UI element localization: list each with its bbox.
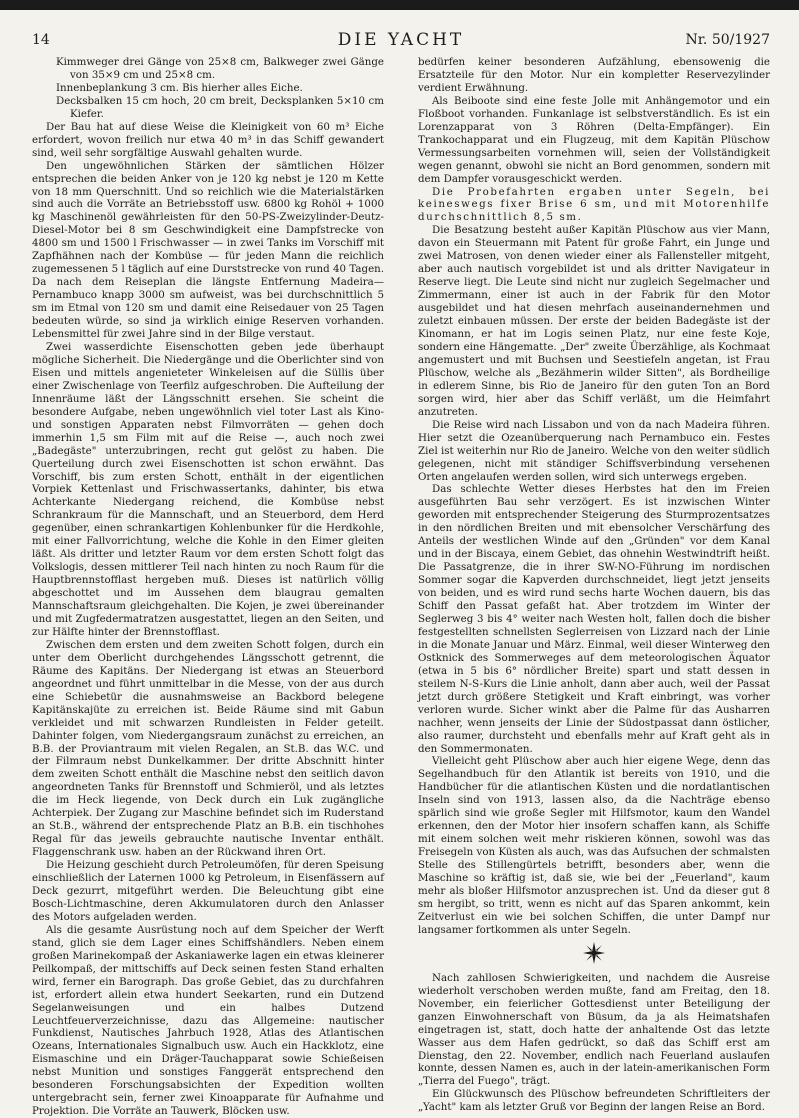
paragraph: Ein Glückwunsch des Plüschow befreundeten Schriftleiters der „Yacht" kam als letzter Gruß vor Beginn der langen Reise an Bord. (418, 1088, 770, 1114)
section-ornament (418, 941, 770, 969)
left-column (32, 56, 384, 1118)
magazine-title: DIE YACHT (337, 30, 465, 50)
paragraph: bedürfen keiner besonderen Aufzählung, ebensowenig die Ersatzteile für den Motor. Nur ein kompletter Reservezylinder verdient Erwähnung. (418, 56, 770, 94)
right-column (418, 56, 770, 1114)
paragraph: Das schlechte Wetter dieses Herbstes hat den im Freien ausgeführten Bau sehr verzögert. Es ist inzwischen Winter geworden mit entsprechender Steigerung des Sturmprozentsatzes in den nördlichen Breiten und mit ebensolcher Verschärfung des Anteils der westlichen Winde auf den „Gründen" vor dem Kanal und in der Biscaya, einem Gebiet, das ohnehin Westwindtrift heißt. Die Passatgrenze, die in ihrer SW-NO-Führung im nordischen Sommer sogar die Kapverden durchschneidet, liegt jetzt jenseits von beiden, und es wird rund sechs harte Wochen dauern, bis das Schiff den Passat gefaßt hat. Aber trotzdem im Winter der Seglerweg 3 bis 4° weiter nach Westen holt, fallen doch die bisher festgestellten schnellsten Seglerreisen von Lizzard nach der Linie in die Monate Januar und März. Einmal, weil dieser Winterweg den Ostknick des Sommerweges auf dem meteorologischen Äquator (etwa in 5 bis 6° nördlicher Breite) spart und statt dessen in steilem N-S-Kurs die Linie anholt, dann aber auch, weil der Passat jetzt durch größere Stetigkeit und Kraft einbringt, was vorher verloren wurde. Sicher winkt aber die Palme für das Ausharren nachher, wenn jenseits der Linie der Südostpassat dann östlicher, also raumer, durchsteht und ebenfalls mehr auf Kraft geht als in den Sommermonaten. (418, 483, 770, 755)
paragraph: Nach zahllosen Schwierigkeiten, und nachdem die Ausreise wiederholt verschoben werden mußte, fand am Freitag, den 18. November, ein feierlicher Gottesdienst unter Beteiligung der ganzen Einwohnerschaft von Büsum, da ja als Heimatshafen eingetragen ist, statt, doch hatte der anhaltende Ost das letzte Wasser aus dem Hafen gedrückt, so daß das Schiff erst am Dienstag, den 22. November, endlich nach Feuerland auslaufen konnte, dessen Namen es, auch in der latein-amerikanischen Form „Tierra del Fuego", trägt. (418, 971, 770, 1088)
paragraph: Vielleicht geht Plüschow aber auch hier eigene Wege, denn das Segelhandbuch für den Atlantik ist bereits von 1910, und die Handbücher für die atlantischen Küsten und die nordatlantischen Inseln sind von 1913, lassen also, da die Nachträge ebenso spärlich sind wie große Segler mit Hilfsmotor, kaum den Wandel erkennen, den der Motor hier insofern schaffen kann, als Schiffe mit einem solchen weit mehr riskieren können, sowohl was das Freisegeln von Küsten als auch, was das Aufsuchen der schmalsten Stelle des Stillengürtels betrifft, besonders aber, wenn die Maschine so kräftig ist, daß sie, wie bei der „Feuerland", kaum mehr als bloßer Hilfsmotor anzusprechen ist. Und da dieser gut 8 sm hergibt, so tritt, wenn es nicht auf das Sparen ankommt, kein Zeitverlust ein wie bei solchen Schiffen, die unter Dampf nur langsamer fortkommen als unter Segeln. (418, 755, 770, 936)
paragraph: Zwischen dem ersten und dem zweiten Schott folgen, durch ein unter dem Oberlicht durchgehendes Längsschott getrennt, die Räume des Kapitäns. Der Niedergang ist etwas an Steuerbord angeordnet und führt unmittelbar in die Messe, von der aus durch eine Schiebetür die ausnahmsweise an Backbord belegene Kapitänskajüte zu erreichen ist. Beide Räume sind mit Gabun verkleidet und mit schwarzen Rundleisten in Felder geteilt. Dahinter folgen, vom Niedergangsraum zunächst zu erreichen, an B.B. der Proviantraum mit vielen Regalen, an St.B. das W.C. und der Filmraum nebst Dunkelkammer. Der dritte Abschnitt hinter dem zweiten Schott enthält die Maschine nebst den seitlich davon angeordneten Tanks für Brennstoff und Schmieröl, und als letztes die im Heck liegende, von Deck durch ein Luk zugängliche Achterpiek. Der Zugang zur Maschine befindet sich im Ruderstand an St.B., während der entsprechende Platz an B.B. ein tischhohes Regal für das jeweils gebrauchte nautische Inventar enthält. Flaggenschrank usw. haben an der Rückwand ihren Ort. (32, 638, 384, 859)
paragraph: Die Besatzung besteht außer Kapitän Plüschow aus vier Mann, davon ein Steuermann mit Patent für große Fahrt, ein Junge und zwei Matrosen, von denen wieder einer als Fallensteller mitgeht, aber auch nautisch vorgebildet ist und als dritter Navigateur in Reserve liegt. Die Leute sind nicht nur zugleich Segelmacher und Zimmermann, einer ist auch in der Fabrik für den Motor ausgebildet und hat diesen mehrfach auseinandernehmen und zuletzt einbauen müssen. Der erste der beiden Badegäste ist der Kinomann, er hat im Logis seinen Platz, nur eine feste Koje, sondern eine Hängematte. „Der" zweite Überzählige, als Kochmaat angemustert und mit Buchsen und Seestiefeln angetan, ist Frau Plüschow, welche als „Bezähmerin wilder Sitten", als Bordheilige in edlerem Sinne, bis Rio de Janeiro für den guten Ton an Bord sorgen wird, hier aber das Schiff verläßt, um die Heimfahrt anzutreten. (418, 224, 770, 418)
spec-line: Kimmweger drei Gänge von 25×8 cm, Balkweger zwei Gänge von 35×9 cm und 25×8 cm. (56, 56, 384, 81)
paragraph: Die Reise wird nach Lissabon und von da nach Madeira führen. Hier setzt die Ozeanüberquerung nach Pernambuco ein. Festes Ziel ist weiterhin nur Rio de Janeiro. Welche von den weiter südlich gelegenen, nicht mit ständiger Schiffsverbindung versehenen Orten angelaufen werden sollen, wird sich unterwegs ergeben. (418, 418, 770, 483)
spec-line: Decksbalken 15 cm hoch, 20 cm breit, Decksplanken 5×10 cm Kiefer. (56, 94, 384, 120)
issue-number: Nr. 50/1927 (685, 32, 770, 48)
star-ornament-icon (582, 941, 606, 965)
spec-list (32, 56, 384, 121)
paragraph: Der Bau hat auf diese Weise die Kleinigkeit von 60 m³ Eiche erfordert, wovon freilich nur etwa 40 m³ in das Schiff gewandert sind, weil sehr sorgfältige Auswahl gehalten wurde. (32, 120, 384, 159)
magazine-page (32, 22, 770, 1118)
paragraph: Als die gesamte Ausrüstung noch auf dem Speicher der Werft stand, glich sie dem Lager eines Schiffshändlers. Neben einem großen Marinekompaß der Askaniawerke lagen ein etwas kleinerer Peilkompaß, der mittschiffs auf Deck seinen festen Stand erhalten wird, ferner ein Barograph. Das große Gebiet, das zu durchfahren ist, erfordert allein etwa hundert Seekarten, rund ein Dutzend Segelanweisungen und ein halbes Dutzend Leuchtfeuerverzeichnisse, dazu das Allgemeine: nautischer Funkdienst, Nautisches Jahrbuch 1928, Atlas des Atlantischen Ozeans, Internationales Signalbuch usw. Auch ein Hackklotz, eine Eismaschine und ein Dräger-Tauchapparat sowie Schießeisen nebst Munition und sonstiges Fanggerät entsprechend den besonderen Forschungsabsichten der Expedition wollten untergebracht sein, ferner zwei Kinoapparate für Aufnahme und Projektion. Die Vorräte an Tauwerk, Blöcken usw. (32, 923, 384, 1118)
top-rule (0, 0, 799, 10)
spaced-statement: Die Probefahrten ergaben unter Segeln, bei keineswegs fixer Brise 6 sm, und mit Motorenhilfe durchschnittlich 8,5 sm. (418, 185, 770, 224)
paragraph: Zwei wasserdichte Eisenschotten geben jede überhaupt mögliche Sicherheit. Die Niedergänge und die Oberlichter sind von Eisen und mittels angenieteter Winkeleisen auf die Süllis über einer Zwischenlage von Teerfilz aufgeschroben. Die Aufteilung der Innenräume läßt der Längsschnitt ersehen. Sie scheint die besondere Aufgabe, neben ungewöhnlich viel toter Last als Kino- und sonstigen Apparaten nebst Filmvorräten — gehen doch immerhin 1,5 sm Film mit auf die Reise —, auch noch zwei „Badegäste" unterzubringen, recht gut gelöst zu haben. Die Querteilung durch zwei Eisenschotten ist schon erwähnt. Das Vorschiff, bis zum ersten Schott, enthält in der eigentlichen Vorpiek Kettenlast und Frischwassertanks, dahinter, bis etwa Achterkante Niedergang reichend, die Kombüse nebst Schrankraum für die Mannschaft, und an Steuerbord, dem Herd gegenüber, einen schrankartigen Kohlenbunker für die Herdkohle, mit einer Fallvorrichtung, welche die Kohle in den Eimer gleiten läßt. Als dritter und letzter Raum vor dem ersten Schott folgt das Volkslogis, dessen mittlerer Teil nach hinten zu noch Raum für die Hauptbrennstofflast hergeben muß. Dieses ist natürlich völlig abgeschottet und im Aussehen dem blaugrau gemalten Mannschaftsraum gleichgehalten. Die Kojen, je zwei übereinander und mit Zugfedermatratzen ausgestattet, liegen an den Seiten, und zur Hälfte hinter der Brennstofflast. (32, 340, 384, 638)
spec-line: Innenbeplankung 3 cm. Bis hierher alles Eiche. (56, 81, 303, 94)
paragraph: Die Heizung geschieht durch Petroleumöfen, für deren Speisung einschließlich der Laternen 1000 kg Petroleum, in Eisenfässern auf Deck gezurrt, mitgeführt werden. Die Beleuchtung gibt eine Bosch-Lichtmaschine, deren Akkumulatoren durch den Anlasser des Motors aufgeladen werden. (32, 859, 384, 923)
paragraph: Den ungewöhnlichen Stärken der sämtlichen Hölzer entsprechen die beiden Anker von je 120 kg nebst je 120 m Kette von 18 mm Querschnitt. Und so reichlich wie die Materialstärken sind auch die Vorräte an Betriebsstoff usw. 6800 kg Rohöl + 1000 kg Maschinenöl gewährleisten für den 50-PS-Zweizylinder-Deutz-Diesel-Motor bei 8 sm Geschwindigkeit eine Dampfstrecke von 4800 sm und 1500 l Frischwasser — in zwei Tanks im Vorschiff mit Zapfhähnen nach der Kombüse — für jeden Mann die reichlich zugemessenen 5 l täglich auf eine Durststrecke von rund 40 Tagen. Da nach dem Reiseplan die längste Entfernung Madeira—Pernambuco knapp 3000 sm aufweist, was bei durchschnittlich 5 sm im Etmal von 120 sm und damit eine Reisedauer von 25 Tagen bedeuten würde, so sind ja wirklich einige Reserven vorhanden. Lebensmittel für zwei Jahre sind in der Bilge verstaut. (32, 159, 384, 341)
page-number: 14 (32, 32, 50, 48)
paragraph: Als Beiboote sind eine feste Jolle mit Anhängemotor und ein Floßboot vorhanden. Funkanlage ist selbstverständlich. Es ist ein Lorenzapparat von 3 Röhren (Delta-Empfänger). Ein Trankochapparat und ein Flugzeug, mit dem Kapitän Plüschow Vermessungsarbeiten vornehmen will, seien der Vollständigkeit wegen genannt, obwohl sie nicht an Bord genommen, sondern mit dem Dampfer vorausgeschickt werden. (418, 94, 770, 185)
page-header (32, 22, 770, 52)
